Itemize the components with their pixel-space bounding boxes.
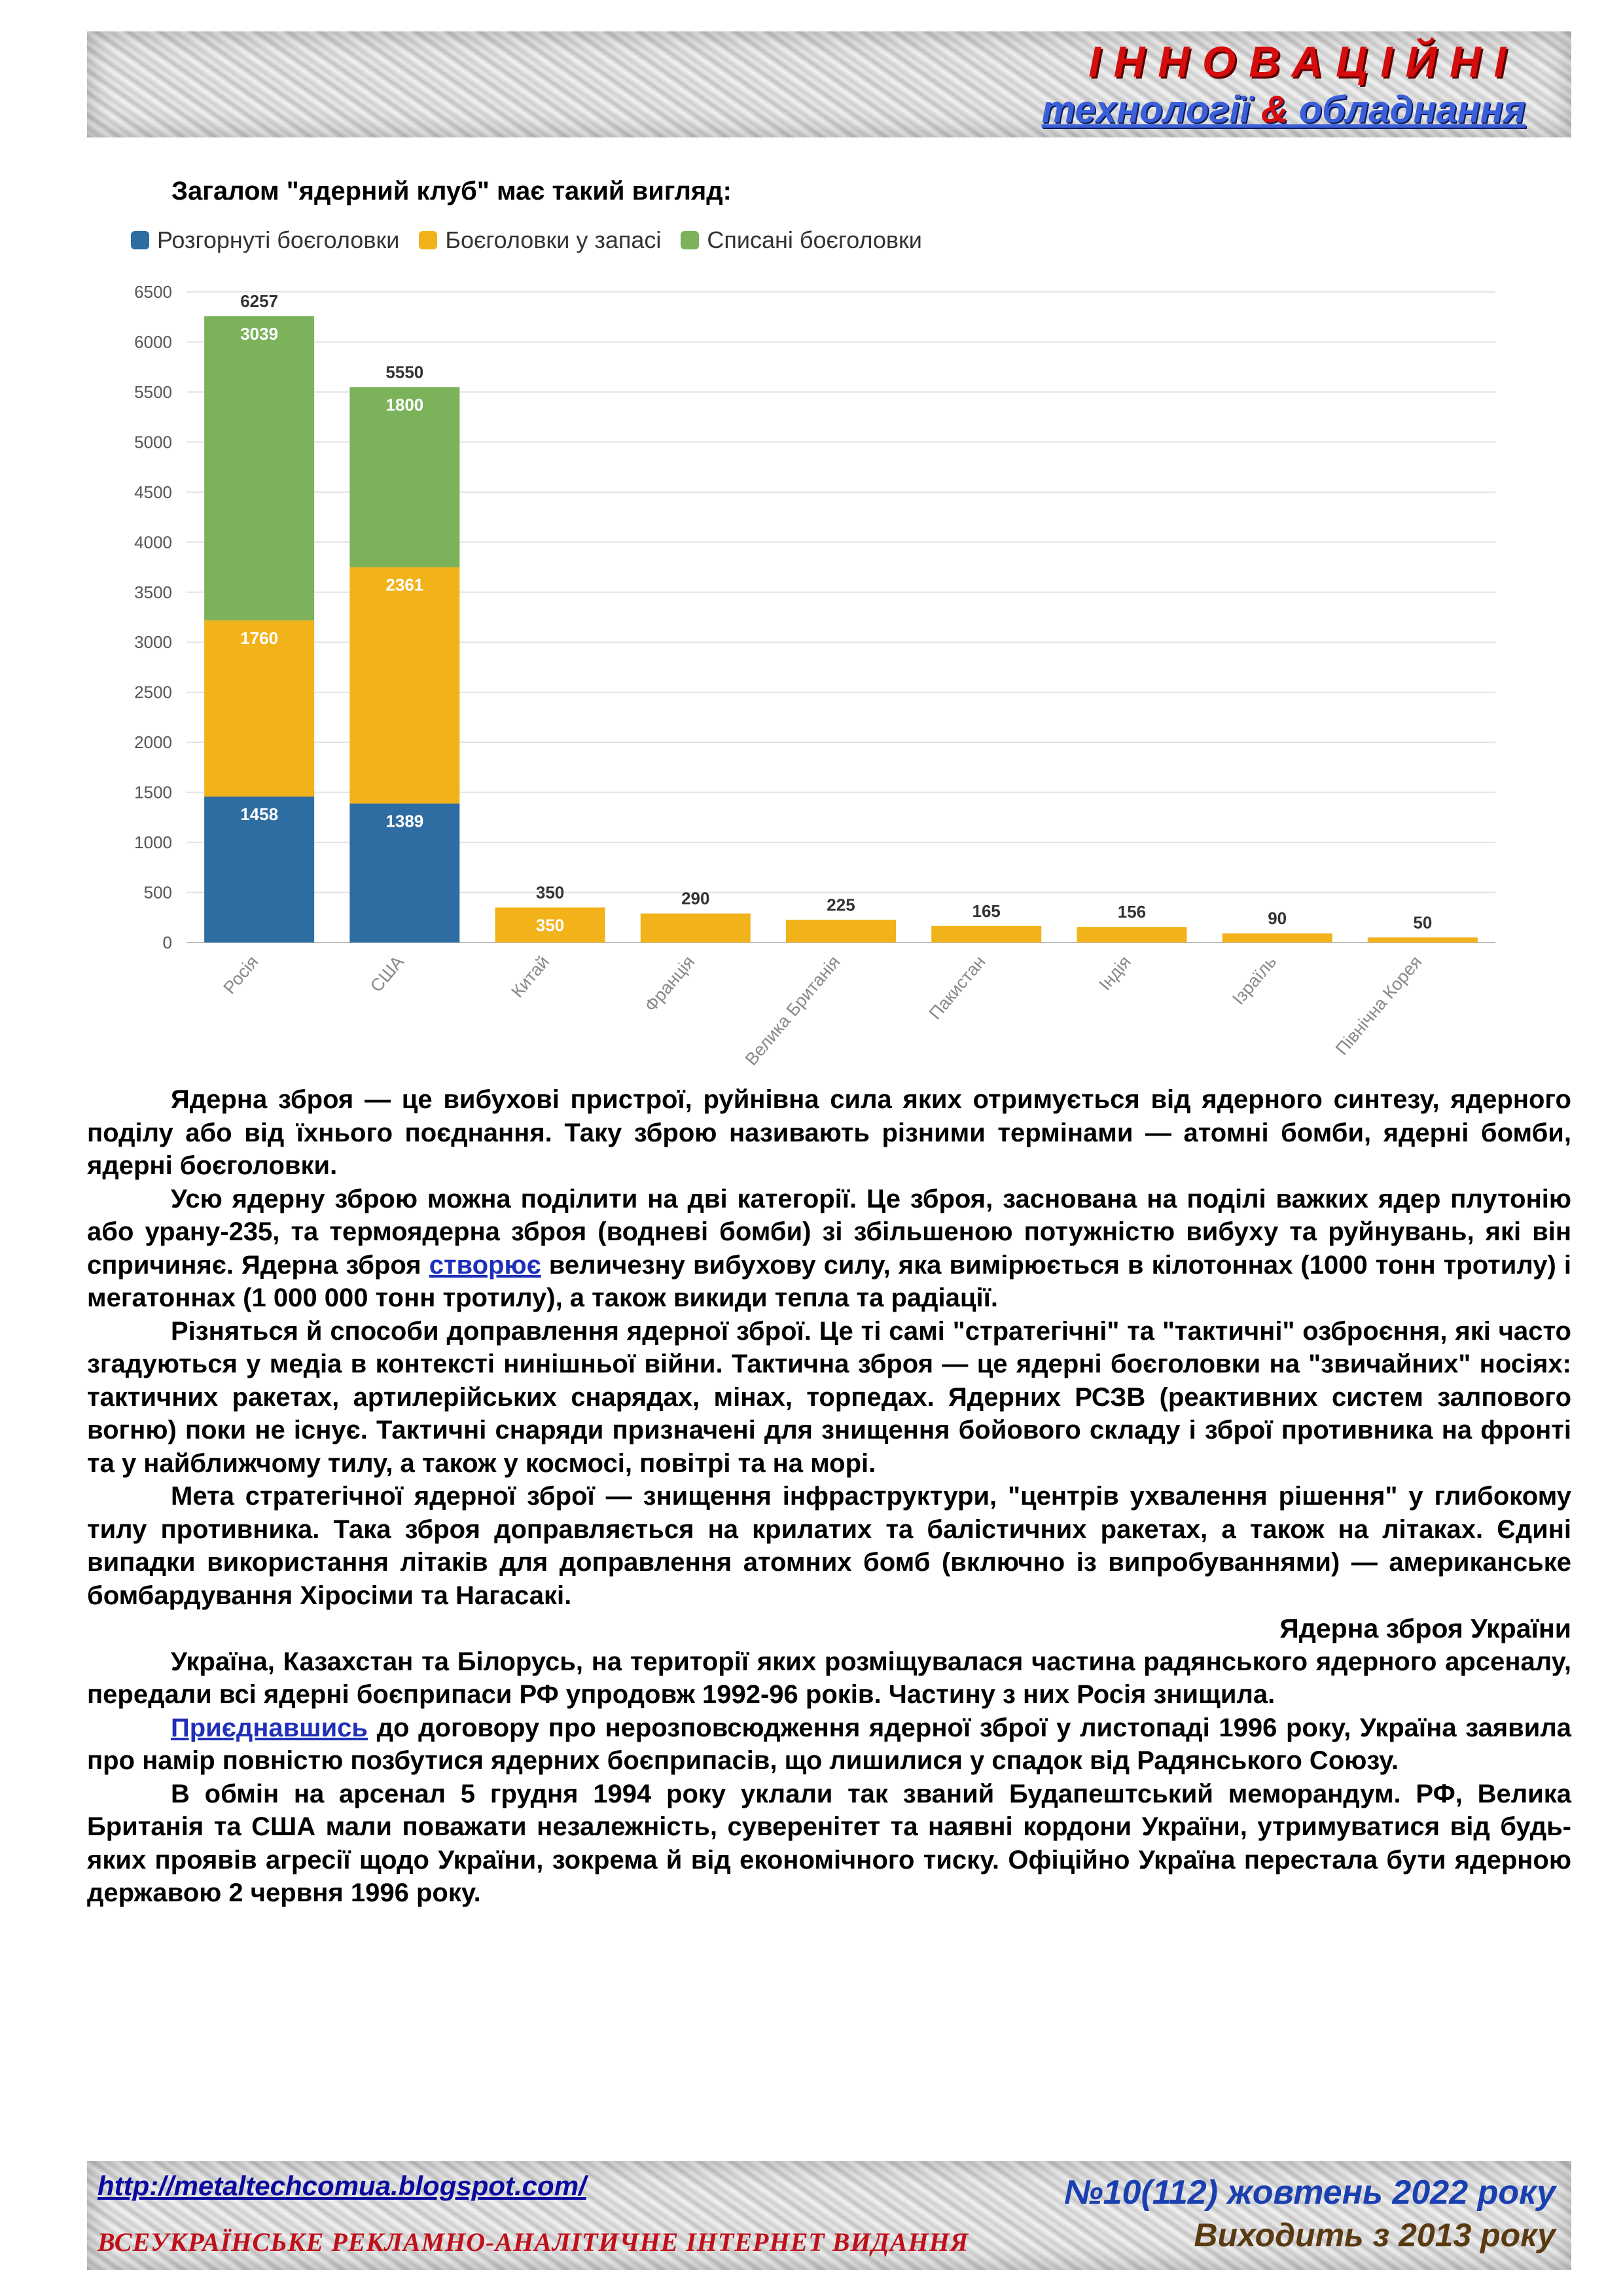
category-label: Росія <box>219 952 262 998</box>
category-label: Китай <box>507 952 554 1001</box>
bar-total-label: 165 <box>972 901 1001 921</box>
bar-total-label: 6257 <box>240 291 279 312</box>
legend-item-reserve <box>419 226 661 254</box>
paragraph-6-text: до договору про нерозповсюдження ядерної зброї у листопаді 1996 року, Україна заявила про намір повністю позбутися ядерних боєприпасів, що лишилися у спадок від Радянського Союзу. <box>87 1713 1571 1775</box>
chart-intro: Загалом "ядерний клуб" має такий вигляд: <box>171 177 732 206</box>
footer-issue: №10(112) жовтень 2022 року <box>1064 2174 1556 2212</box>
y-tick-label: 6000 <box>134 332 172 352</box>
y-tick-label: 2000 <box>134 732 172 753</box>
bar-segment <box>1222 933 1332 942</box>
article-body <box>87 1083 1571 1910</box>
legend-swatch-retired <box>681 231 699 249</box>
y-tick-label: 5500 <box>134 382 172 402</box>
section-heading: Ядерна зброя України <box>1279 1613 1571 1643</box>
paragraph-1: Ядерна зброя — це вибухові пристрої, руйнівна сила яких отримується від ядерного синтезу, ядерного поділу або від їхнього поєднання. Таку зброю називають різними термінами — атомні бомби, ядерні бомби, ядерні боєголовки. <box>87 1085 1571 1180</box>
segment-label: 2361 <box>385 575 424 595</box>
bar-segment <box>349 567 459 804</box>
bar-segment <box>1077 927 1186 942</box>
chart-legend <box>131 226 922 254</box>
magazine-title: ІННОВАЦІЙНІ <box>1088 37 1519 86</box>
bar-total-label: 90 <box>1268 908 1287 929</box>
paragraph-7: В обмін на арсенал 5 грудня 1994 року уклали так званий Будапештський меморандум. РФ, Велика Британія та США мали поважати незалежність, суверенітет та наявні кордони України, утримуватися від будь-яких проявів агресії щодо України, зокрема й від економічного тиску. Офіційно Україна перестала бути ядерною державою 2 червня 1996 року. <box>87 1779 1571 1907</box>
segment-label: 1458 <box>240 804 279 825</box>
footer-description: ВСЕУКРАЇНСЬКЕ РЕКЛАМНО-АНАЛІТИЧНЕ ІНТЕРНЕТ ВИДАННЯ <box>98 2227 969 2257</box>
y-tick-label: 500 <box>143 882 172 903</box>
paragraph-2-text-a: Усю ядерну зброю можна поділити на дві категорії. Це зброя, заснована на поділі важких ядер плутонію або урану-235, та термоядерна зброя (водневі бомби) зі збільшеною потужністю вибуху та руйнувань, які він спричиняє. Ядерна зброя <box>87 1184 1571 1280</box>
segment-label: 1800 <box>385 395 424 415</box>
bar-segment <box>931 926 1041 942</box>
legend-label-reserve: Боєголовки у запасі <box>445 226 662 253</box>
y-tick-label: 5000 <box>134 432 172 452</box>
category-label: Північна Корея <box>1331 952 1426 1059</box>
bar-total-label: 156 <box>1117 902 1147 922</box>
y-tick-label: 2500 <box>134 682 172 702</box>
legend-label-retired: Списані боєголовки <box>707 226 922 253</box>
legend-label-deployed: Розгорнуті боєголовки <box>157 226 400 253</box>
y-tick-label: 4500 <box>134 482 172 502</box>
bar-total-label: 50 <box>1413 912 1433 933</box>
bar-segment <box>786 920 896 942</box>
category-label: Велика Британія <box>741 952 844 1069</box>
paragraph-6 <box>87 1712 1571 1778</box>
bar-total-label: 350 <box>535 882 565 903</box>
bar-segment <box>204 316 314 620</box>
subtitle-right: обладнання <box>1298 88 1525 131</box>
y-tick-label: 3500 <box>134 582 172 602</box>
y-tick-label: 3000 <box>134 632 172 653</box>
y-tick-label: 6500 <box>134 282 172 302</box>
y-tick-label: 0 <box>162 933 172 952</box>
y-tick-label: 4000 <box>134 532 172 552</box>
y-tick-label: 1500 <box>134 782 172 802</box>
bar-total-label: 290 <box>681 888 710 908</box>
segment-label: 3039 <box>240 324 279 344</box>
legend-item-retired <box>681 226 922 254</box>
category-label: Пакистан <box>925 952 990 1024</box>
category-label: Індія <box>1095 952 1135 994</box>
footer-url-link[interactable]: http://metaltechcomua.blogspot.com/ <box>98 2170 586 2201</box>
bar-total-label: 5550 <box>385 362 424 382</box>
legend-swatch-reserve <box>419 231 437 249</box>
subtitle-left: технології <box>1041 88 1251 131</box>
legend-swatch-deployed <box>131 231 149 249</box>
category-label: Ізраїль <box>1228 952 1281 1009</box>
bar-segment <box>1368 937 1478 942</box>
footer-since: Виходить з 2013 року <box>1194 2217 1556 2253</box>
segment-label: 1389 <box>385 811 424 831</box>
y-tick-label: 1000 <box>134 833 172 853</box>
category-label: США <box>366 952 408 996</box>
link-pryiednavshys[interactable]: Приєднавшись <box>171 1713 368 1742</box>
warheads-chart <box>118 268 1518 1080</box>
paragraph-4: Мета стратегічної ядерної зброї — знищення інфраструктури, "центрів ухвалення рішення" у глибокому тилу противника. Така зброя доправляється на крилатих та балістичних ракетах, а також на літаках. Єдині випадки використання літаків для доправлення атомних бомб (включно із випробуваннями) — американське бомбардування Хіросіми та Нагасакі. <box>87 1482 1571 1610</box>
paragraph-5: Україна, Казахстан та Білорусь, на території яких розміщувалася частина радянського ядерного арсеналу, передали всі ядерні боєприпаси РФ упродовж 1992-96 років. Частину з них Росія знищила. <box>87 1647 1571 1709</box>
bar-segment <box>641 914 751 942</box>
header-banner <box>87 31 1571 137</box>
paragraph-3: Різняться й способи доправлення ядерної зброї. Це ті самі "стратегічні" та "тактичні" озброєння, які часто згадуються у медіа в контексті нинішньої війни. Тактична зброя — це ядерні боєголовки на "звичайних" носіях: тактичних ракетах, артилерійських снарядах, мінах, торпедах. Ядерних РСЗВ (реактивних систем залпового вогню) поки не існує. Тактичні снаряди призначені для знищення бойового складу і зброї противника на фронті та у найближчому тилу, а також у космосі, повітрі та на морі. <box>87 1316 1571 1478</box>
legend-item-deployed <box>131 226 399 254</box>
bar-total-label: 225 <box>827 895 855 915</box>
segment-label: 1760 <box>240 628 279 648</box>
magazine-subtitle <box>1042 88 1525 132</box>
segment-label: 350 <box>535 915 565 935</box>
link-stvoryuye[interactable]: створює <box>429 1250 541 1280</box>
footer-banner <box>87 2161 1571 2270</box>
paragraph-2 <box>87 1183 1571 1315</box>
paragraph-2-text-b: величезну вибухову силу, яка вимірюється в кілотоннах (1000 тонн тротилу) і мегатоннах (1 000 000 тонн тротилу), а також викиди тепла та радіації. <box>87 1250 1571 1312</box>
category-label: Франція <box>641 952 699 1016</box>
subtitle-ampersand: & <box>1260 88 1289 131</box>
